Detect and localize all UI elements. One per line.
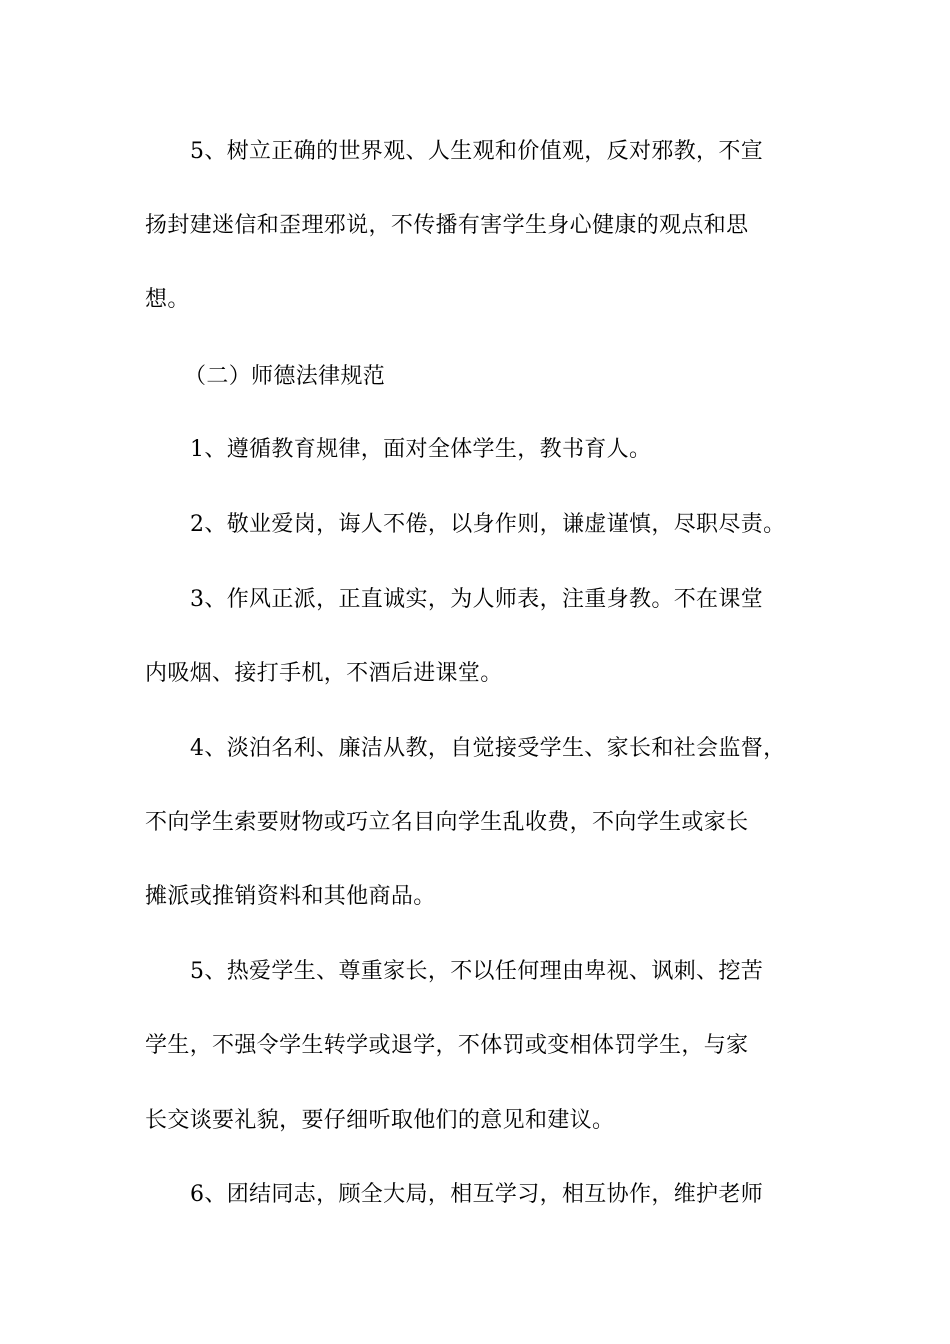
paragraph-line: 扬封建迷信和歪理邪说，不传播有害学生身心健康的观点和思 — [145, 213, 749, 238]
paragraph-line: 5、热爱学生、尊重家长，不以任何理由卑视、讽刺、挖苦 — [190, 959, 764, 984]
section-heading: （二）师德法律规范 — [184, 364, 386, 389]
paragraph-line: 长交谈要礼貌，要仔细听取他们的意见和建议。 — [145, 1108, 615, 1133]
paragraph-line: 1、遵循教育规律，面对全体学生，教书育人。 — [190, 437, 652, 462]
paragraph-line: 摊派或推销资料和其他商品。 — [145, 884, 436, 909]
paragraph-line: 想。 — [145, 287, 190, 312]
paragraph-line: 不向学生索要财物或巧立名目向学生乱收费，不向学生或家长 — [145, 810, 749, 835]
paragraph-line: 学生，不强令学生转学或退学，不体罚或变相体罚学生，与家 — [145, 1033, 749, 1058]
paragraph-line: 2、敬业爱岗，诲人不倦，以身作则，谦虚谨慎，尽职尽责。 — [190, 512, 786, 537]
paragraph-line: 3、作风正派，正直诚实，为人师表，注重身教。不在课堂 — [190, 587, 764, 612]
paragraph-line: 5、树立正确的世界观、人生观和价值观，反对邪教，不宣 — [190, 139, 764, 164]
paragraph-line: 4、淡泊名利、廉洁从教，自觉接受学生、家长和社会监督， — [190, 736, 786, 761]
paragraph-line: 6、团结同志，顾全大局，相互学习，相互协作，维护老师 — [190, 1182, 764, 1207]
paragraph-line: 内吸烟、接打手机，不酒后进课堂。 — [145, 661, 503, 686]
